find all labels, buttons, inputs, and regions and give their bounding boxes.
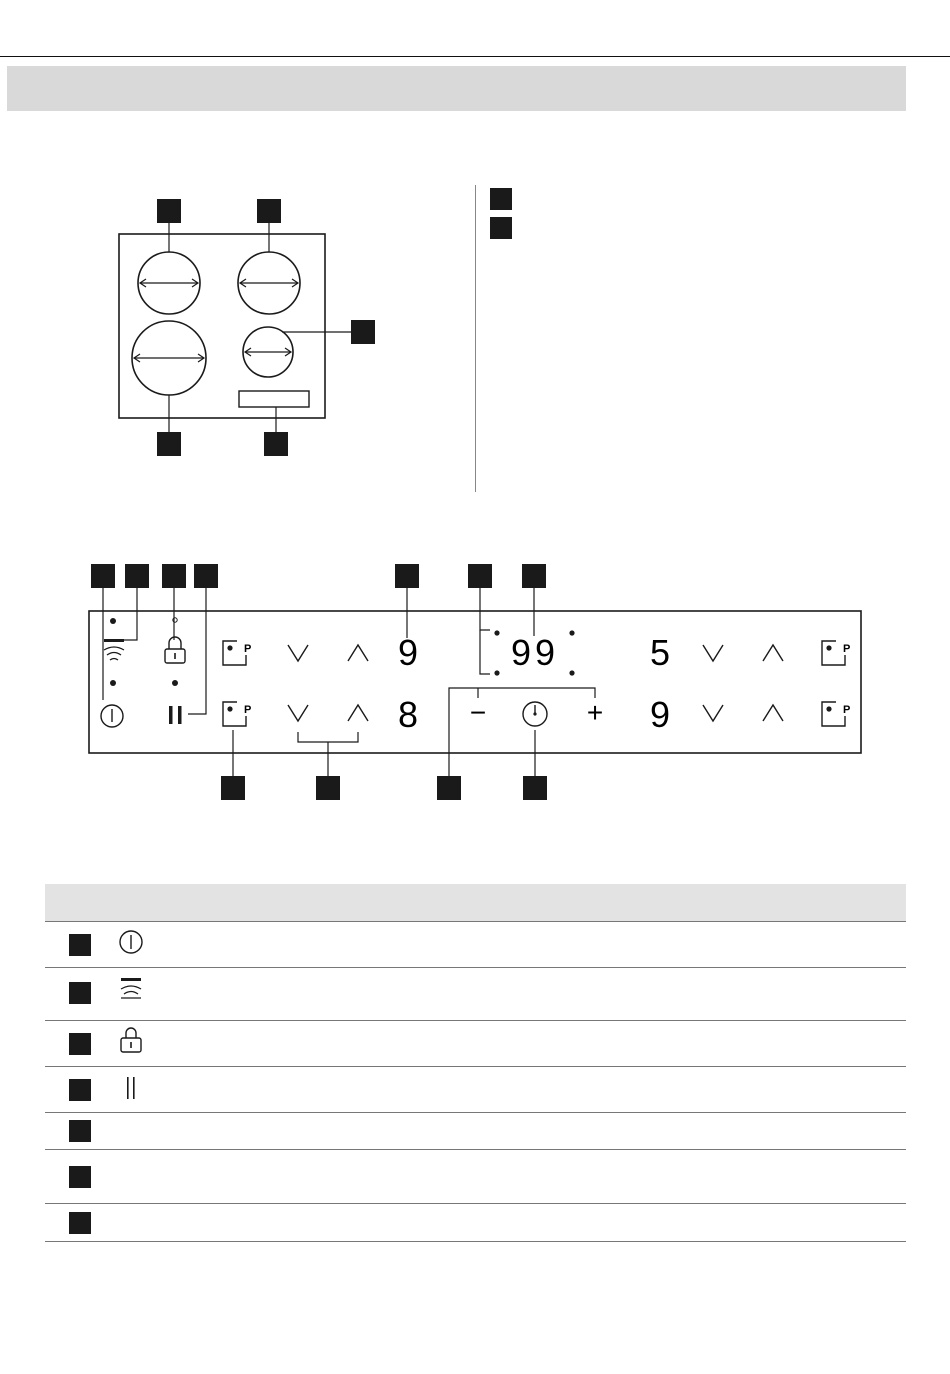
pause-icon — [118, 1074, 158, 1104]
row-square — [69, 934, 91, 956]
lock-icon — [118, 1027, 158, 1057]
row-square — [69, 1079, 91, 1101]
row-divider — [45, 921, 906, 922]
minus-symbol: − — [469, 697, 487, 728]
power-level-display: 9 — [649, 694, 671, 735]
lock-icon — [165, 637, 185, 663]
power-level-display: 9 — [397, 632, 419, 673]
chevron-up-icon — [348, 705, 368, 721]
pbox-label: P — [244, 704, 252, 716]
power-boost-icon — [822, 641, 845, 665]
power-level-display: 5 — [649, 632, 671, 673]
pbox-label: P — [244, 643, 252, 655]
row-divider — [45, 967, 906, 968]
chevron-up-icon — [763, 705, 783, 721]
row-divider — [45, 1241, 906, 1242]
timer-display: 99 — [510, 632, 560, 673]
row-divider — [45, 1020, 906, 1021]
power-level-display: 8 — [397, 694, 419, 735]
plus-symbol: + — [586, 697, 604, 728]
pause-icon — [169, 706, 182, 724]
row-divider — [45, 1066, 906, 1067]
row-divider — [45, 1149, 906, 1150]
power-icon — [118, 929, 158, 959]
panel-outline — [89, 611, 861, 753]
hob2hood-icon — [104, 639, 124, 660]
row-square — [69, 1120, 91, 1142]
table-header — [45, 884, 906, 921]
chevron-down-icon — [703, 705, 723, 721]
chevron-up-icon — [763, 645, 783, 661]
row-square — [69, 1212, 91, 1234]
chevron-down-icon — [288, 705, 308, 721]
chevron-up-icon — [348, 645, 368, 661]
power-boost-icon — [223, 641, 246, 665]
power-boost-icon — [822, 702, 845, 726]
row-divider — [45, 1203, 906, 1204]
hob2hood-icon — [118, 976, 158, 1006]
pbox-label: P — [843, 643, 851, 655]
row-square — [69, 1166, 91, 1188]
row-square — [69, 1033, 91, 1055]
row-square — [69, 982, 91, 1004]
row-divider — [45, 1112, 906, 1113]
chevron-down-icon — [703, 645, 723, 661]
timer-icon — [523, 702, 547, 726]
power-boost-icon — [223, 702, 246, 726]
power-icon — [101, 705, 123, 727]
pbox-label: P — [843, 704, 851, 716]
chevron-down-icon — [288, 645, 308, 661]
